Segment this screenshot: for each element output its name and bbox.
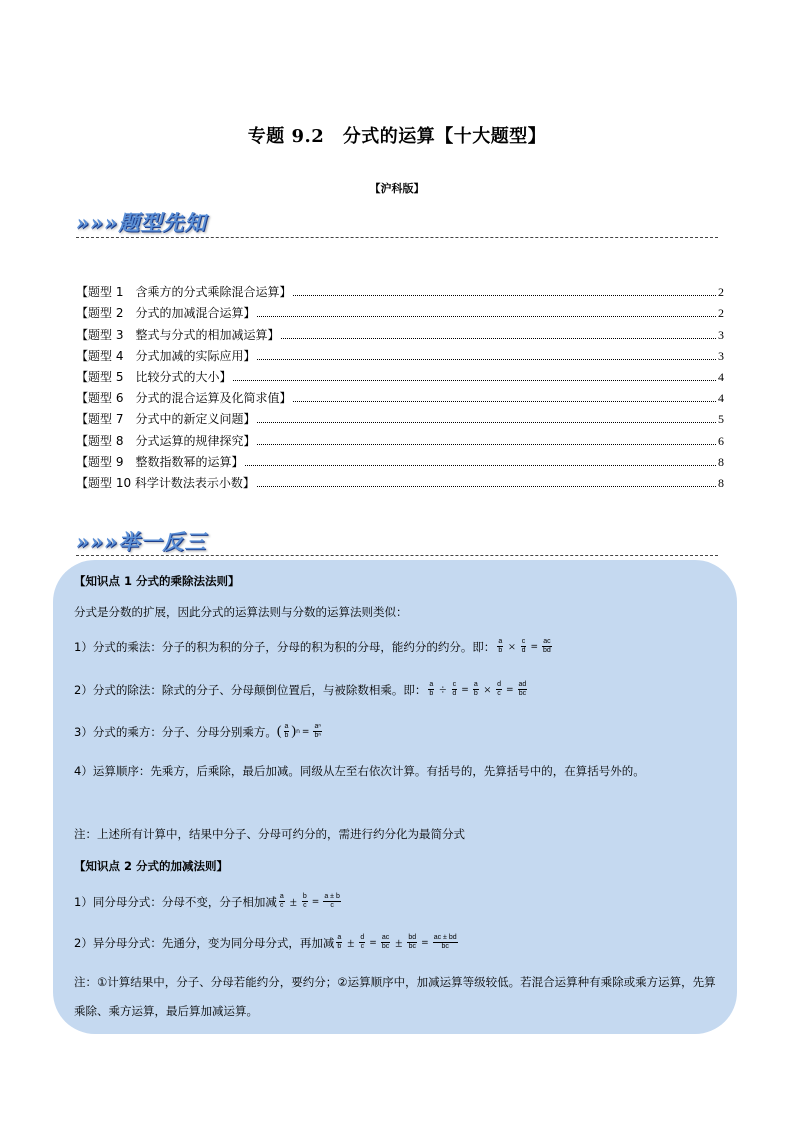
edition-label: 【沪科版】 (369, 182, 425, 195)
toc-leader-dots (257, 359, 716, 360)
toc-entry-page: 5 (718, 412, 724, 427)
toc-entry[interactable] (76, 448, 724, 469)
rule-text: 3）分式的乘方：分子、分母分别乘方。 (74, 724, 277, 739)
rule-division: 2）分式的除法：除式的分子、分母颠倒位置后，与被除数相乘。即： $\frac{a}{b}$ ÷ $\frac{c}{d}$ = $\frac{a}{b}$ × $\frac{d}{c}$ = $\frac{ad}{bc}$ (74, 681, 527, 697)
section-banner-overview: »»»题型先知 (76, 210, 207, 235)
knowledge-point-2-heading: 【知识点 2 分式的加减法则】 (74, 859, 229, 873)
toc-leader-dots (245, 465, 716, 466)
toc-entry[interactable] (76, 320, 724, 341)
toc-entry-label: 【题型 5 比较分式的大小】 (76, 369, 232, 384)
fraction: $\frac{ad}{bc}$ (518, 681, 527, 697)
toc-entry-label: 【题型 4 分式加减的实际应用】 (76, 348, 256, 363)
toc-entry[interactable] (76, 405, 724, 426)
toc-entry-label: 【题型 7 分式中的新定义问题】 (76, 412, 256, 427)
toc-leader-dots (257, 486, 716, 487)
toc-leader-dots (257, 422, 716, 423)
toc-leader-dots (293, 401, 716, 402)
rule-text: 1）同分母分式：分母不变，分子相加减 (74, 894, 277, 909)
note-order: 注：①计算结果中，分子、分母若能约分，要约分；②运算顺序中，加减运算等级较低。若混合运算种有乘除或乘方运算，先算乘除、乘方运算，最后算加减运算。 (74, 975, 716, 1018)
toc-entry-label: 【题型 1 含乘方的分式乘除混合运算】 (76, 285, 292, 300)
note-simplify: 注：上述所有计算中，结果中分子、分母可约分的，需进行约分化为最简分式 (74, 827, 465, 841)
fraction: $\frac{a}{b}$ (337, 934, 342, 950)
toc-entry-label: 【题型 8 分式运算的规律探究】 (76, 433, 256, 448)
divider (76, 555, 718, 556)
divider (76, 237, 718, 238)
toc-entry-page: 6 (718, 433, 724, 448)
toc-entry-label: 【题型 10 科学计数法表示小数】 (76, 475, 255, 490)
toc-entry-label: 【题型 9 整数指数幂的运算】 (76, 454, 244, 469)
toc-leader-dots (293, 295, 716, 296)
toc-leader-dots (281, 338, 716, 339)
toc-entry[interactable] (76, 469, 724, 490)
toc-leader-dots (257, 444, 716, 445)
rule-text: 1）分式的乘法：分子的积为积的分子，分母的积为积的分母，能约分的约分。即： (74, 639, 496, 654)
toc-entry[interactable] (76, 384, 724, 405)
rule-power: 3）分式的乘方：分子、分母分别乘方。 ( $\frac{a}{b}$ ) n = $\frac{\text{aⁿ}}{\text{bⁿ}}$ (74, 723, 321, 739)
knowledge-point-1-heading: 【知识点 1 分式的乘除法法则】 (74, 574, 240, 588)
toc-entry-page: 8 (718, 454, 724, 469)
toc-entry-label: 【题型 2 分式的加减混合运算】 (76, 306, 256, 321)
fraction: $\frac{d}{c}$ (497, 681, 501, 697)
fraction: $\frac{a}{b}$ (284, 723, 289, 739)
fraction: $\frac{a}{c}$ (279, 893, 284, 909)
fraction: $\frac{b}{c}$ (302, 893, 307, 909)
toc-entry[interactable] (76, 426, 724, 447)
toc-entry-label: 【题型 3 整式与分式的相加减运算】 (76, 327, 280, 342)
rule-text: 2）异分母分式：先通分，变为同分母分式，再加减 (74, 935, 335, 950)
fraction: $\frac{a}{b}$ (473, 681, 478, 697)
fraction: $\frac{c}{d}$ (521, 638, 526, 654)
rule-multiplication: 1）分式的乘法：分子的积为积的分子，分母的积为积的分母，能约分的约分。即： $\frac{a}{b}$ × $\frac{c}{d}$ = $\frac{ac}{bd}$ (74, 638, 551, 654)
toc-entry[interactable] (76, 278, 724, 299)
fraction: $\frac{d}{c}$ (360, 934, 365, 950)
rule-order: 4）运算顺序：先乘方，后乘除，最后加减。同级从左至右依次计算。有括号的，先算括号中的，在算括号外的。 (74, 764, 645, 778)
fraction: $\frac{ac}{bc}$ (381, 934, 390, 950)
toc-entry-page: 3 (718, 348, 724, 363)
fraction: $\frac{ac \pm bd}{bc}$ (433, 934, 457, 950)
fraction: $\frac{bd}{bc}$ (408, 934, 417, 950)
table-of-contents (76, 278, 724, 490)
fraction: $\frac{\text{aⁿ}}{\text{bⁿ}}$ (314, 723, 321, 739)
toc-entry-label: 【题型 6 分式的混合运算及化简求值】 (76, 391, 292, 406)
intro-text: 分式是分数的扩展，因此分式的运算法则与分数的运算法则类似： (74, 605, 408, 619)
toc-entry-page: 8 (718, 475, 724, 490)
toc-entry-page: 2 (718, 285, 724, 300)
toc-entry-page: 3 (718, 327, 724, 342)
rule-different-denominator: 2）异分母分式：先通分，变为同分母分式，再加减 $\frac{a}{b}$ ± $\frac{d}{c}$ = $\frac{ac}{bc}$ ± $\frac{bd}{bc}$ = $\frac{ac \pm bd}{bc}$ (74, 934, 457, 950)
fraction: $\frac{a}{b}$ (429, 681, 434, 697)
toc-entry-page: 4 (718, 391, 724, 406)
rule-same-denominator: 1）同分母分式：分母不变，分子相加减 $\frac{a}{c}$ ± $\frac{b}{c}$ = $\frac{a \pm b}{c}$ (74, 893, 340, 909)
fraction: $\frac{a}{b}$ (498, 638, 503, 654)
toc-leader-dots (257, 316, 716, 317)
knowledge-card (53, 560, 737, 1034)
toc-entry[interactable] (76, 342, 724, 363)
fraction: $\frac{ac}{bd}$ (543, 638, 551, 654)
fraction: $\frac{c}{d}$ (452, 681, 457, 697)
toc-entry-page: 4 (718, 369, 724, 384)
toc-leader-dots (233, 380, 716, 381)
toc-entry-page: 2 (718, 306, 724, 321)
toc-entry[interactable] (76, 299, 724, 320)
document-title: 专题 9.2 分式的运算【十大题型】 (247, 126, 547, 147)
fraction: $\frac{a \pm b}{c}$ (324, 893, 340, 909)
toc-entry[interactable] (76, 363, 724, 384)
rule-text: 2）分式的除法：除式的分子、分母颠倒位置后，与被除数相乘。即： (74, 682, 427, 697)
section-banner-examples: »»»举一反三 (76, 529, 207, 554)
